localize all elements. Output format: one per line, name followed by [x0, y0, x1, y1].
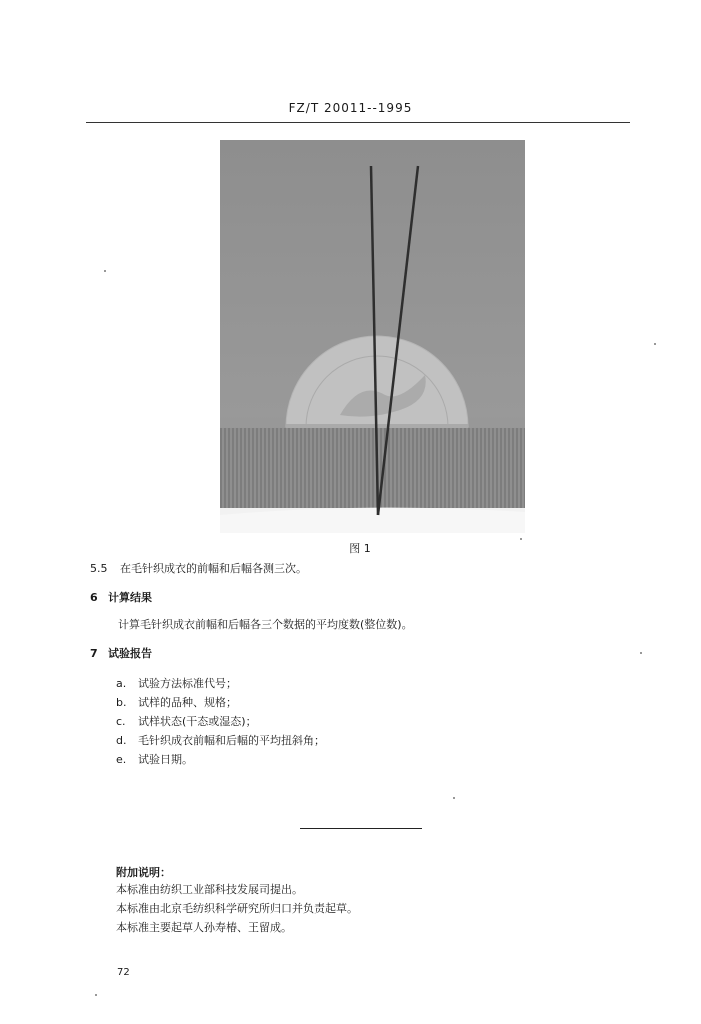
- figure-1-photo: [220, 140, 525, 533]
- scan-speck: [640, 652, 642, 654]
- report-item-label: e.: [116, 753, 127, 766]
- scan-speck: [453, 797, 455, 799]
- scan-speck: [520, 538, 522, 540]
- notes-line: 本标准由纺织工业部科技发展司提出。: [116, 883, 303, 896]
- report-item-text: 试样状态(干态或湿态)；: [138, 715, 257, 728]
- header-rule: [86, 122, 630, 123]
- notes-separator: [300, 828, 422, 829]
- figure-caption: 图 1: [349, 542, 371, 555]
- document-code-header: FZ/T 20011--1995: [288, 101, 413, 115]
- report-item-label: c.: [116, 715, 126, 728]
- report-item-text: 毛针织成衣前幅和后幅的平均扭斜角；: [138, 734, 325, 747]
- scan-speck: [104, 270, 106, 272]
- report-item-label: d.: [116, 734, 127, 747]
- scan-speck: [95, 994, 97, 996]
- section-6-text: 计算毛针织成衣前幅和后幅各三个数据的平均度数(整位数)。: [118, 618, 413, 631]
- section-5-5-text: 在毛针织成衣的前幅和后幅各测三次。: [120, 562, 307, 575]
- section-7-number: 7: [90, 647, 98, 660]
- report-item-text: 试样的品种、规格；: [138, 696, 237, 709]
- report-item-text: 试验日期。: [138, 753, 193, 766]
- page-number: 72: [117, 967, 130, 978]
- notes-line: 本标准由北京毛纺织科学研究所归口并负责起草。: [116, 902, 358, 915]
- report-item-text: 试验方法标准代号；: [138, 677, 237, 690]
- notes-line: 本标准主要起草人孙寿椿、王留成。: [116, 921, 292, 934]
- notes-title: 附加说明：: [116, 866, 171, 879]
- section-5-5-number: 5.5: [90, 562, 108, 575]
- scan-speck: [654, 343, 656, 345]
- report-item-label: a.: [116, 677, 127, 690]
- section-7-title: 试验报告: [108, 647, 152, 660]
- section-6-title: 计算结果: [108, 591, 152, 604]
- report-item-label: b.: [116, 696, 127, 709]
- section-6-number: 6: [90, 591, 98, 604]
